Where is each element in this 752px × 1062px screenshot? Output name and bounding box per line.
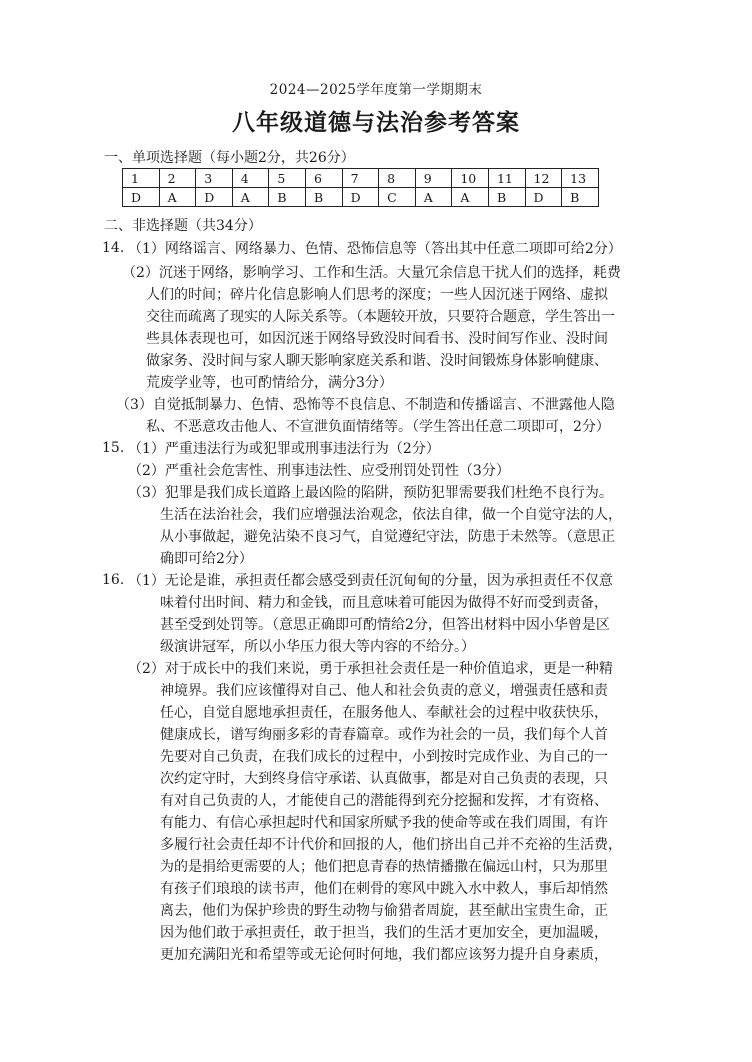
- q14-part1: [128, 238, 622, 260]
- question-number-cell: 12: [525, 169, 562, 188]
- answer-row: [123, 188, 599, 207]
- answer-line: （1）严重违法行为或犯罪或刑事违法行为（2分）: [128, 441, 440, 457]
- q16-part2: [128, 658, 622, 966]
- answer-line: 离去，他们为保护珍贵的野生动物与偷猎者周旋，甚至献出宝贵生命，正: [160, 903, 608, 919]
- answer-line: 任心，自觉自愿地承担责任，在服务他人、奉献社会的过程中收获快乐，: [160, 705, 608, 721]
- answer-line: 级演讲冠军，所以小华压力很大等内容的不给分。）: [160, 639, 475, 655]
- answer-line: 从小事做起，避免沾染不良习气，自觉遵纪守法，防患于未然等。（意思正: [160, 529, 615, 545]
- question-number-cell: 10: [452, 169, 489, 188]
- question-number-cell: 13: [562, 169, 599, 188]
- answer-line: 多履行社会责任却不计代价和回报的人，他们挤出自己并不充裕的生活费，: [160, 837, 622, 853]
- question-number-row: [123, 169, 599, 188]
- answer-line: 次约定守时，大到终身信守承诺、认真做事，都是对自己负责的表现，只: [160, 771, 608, 787]
- answer-cell: D: [342, 188, 379, 207]
- answer-line: （1）无论是谁，承担责任都会感受到责任沉甸甸的分量，因为承担责任不仅意: [128, 573, 613, 589]
- answer-line: 有能力、有信心承担起时代和国家所赋予我的使命等或在我们周围，有许: [160, 815, 608, 831]
- q15-part2: [128, 460, 510, 482]
- answer-cell: B: [305, 188, 342, 207]
- answer-line: （2）沉迷于网络，影响学习、工作和生活。大量冗余信息干扰人们的选择，耗费: [122, 265, 621, 281]
- answer-cell: B: [562, 188, 599, 207]
- q15-part1: [128, 438, 440, 460]
- question-number-cell: 3: [196, 169, 233, 188]
- answer-line: 先要对自己负责，在我们成长的过程中，小到按时完成作业、为自己的一: [160, 749, 608, 765]
- answer-line: （3）自觉抵制暴力、色情、恐怖等不良信息、不制造和传播谣言、不泄露他人隐: [116, 397, 615, 413]
- question-number-cell: 8: [379, 169, 416, 188]
- question-number-cell: 1: [123, 169, 160, 188]
- q16-number: 16.: [102, 572, 125, 588]
- answer-line: 荒废学业等，也可酌情给分，满分3分）: [146, 375, 393, 391]
- question-number-cell: 6: [305, 169, 342, 188]
- answer-line: 交往而疏离了现实的人际关系等。（本题较开放，只要符合题意，学生答出一: [146, 309, 615, 325]
- q14-part2: [122, 262, 621, 394]
- question-number-cell: 2: [159, 169, 196, 188]
- question-number-cell: 9: [415, 169, 452, 188]
- answer-line: 神境界。我们应该懂得对自己、他人和社会负责的意义，增强责任感和责: [160, 683, 608, 699]
- answer-cell: B: [488, 188, 525, 207]
- answer-line: （1）网络谣言、网络暴力、色情、恐怖信息等（答出其中任意二项即可给2分）: [128, 241, 622, 257]
- answer-cell: D: [123, 188, 160, 207]
- section1-heading: 一、单项选择题（每小题2分，共26分）: [104, 150, 355, 166]
- q14-number: 14.: [102, 240, 125, 256]
- answer-line: 些具体表现也可，如因沉迷于网络导致没时间看书、没时间写作业、没时间: [146, 331, 608, 347]
- answer-cell: A: [159, 188, 196, 207]
- answer-line: 确即可给2分）: [160, 551, 253, 567]
- answer-line: 私、不恶意攻击他人、不宣泄负面情绪等。（学生答出任意二项即可，2分）: [146, 419, 610, 435]
- answer-cell: A: [452, 188, 489, 207]
- answer-line: 有孩子们琅琅的读书声，他们在刺骨的寒风中跳入水中救人，事后却悄然: [160, 881, 608, 897]
- answer-line: 味着付出时间、精力和金钱，而且意味着可能因为做得不好而受到责备，: [160, 595, 608, 611]
- q15-part3: [128, 482, 622, 570]
- answer-cell: D: [196, 188, 233, 207]
- answer-cell: D: [525, 188, 562, 207]
- q14-part3: [116, 394, 615, 438]
- question-number-cell: 5: [269, 169, 306, 188]
- q16-part1: [128, 570, 613, 658]
- answer-line: 生活在法治社会，我们应增强法治观念，依法自律，做一个自觉守法的人，: [160, 507, 622, 523]
- page-title: 八年级道德与法治参考答案: [232, 109, 520, 136]
- answer-line: 为的是捐给更需要的人；他们把息青春的热情播撒在偏远山村，只为那里: [160, 859, 608, 875]
- term-subtitle: 2024—2025学年度第一学期期末: [269, 82, 483, 98]
- answer-line: （2）对于成长中的我们来说，勇于承担社会责任是一种价值追求，更是一种精: [128, 661, 613, 677]
- answer-cell: A: [232, 188, 269, 207]
- section2-heading: 二、非选择题（共34分）: [104, 218, 262, 234]
- q15-number: 15.: [102, 440, 125, 456]
- answer-cell: C: [379, 188, 416, 207]
- answer-line: 做家务、没时间与家人聊天影响家庭关系和谐、没时间锻炼身体影响健康、: [146, 353, 608, 369]
- answer-line: 甚至受到处罚等。（意思正确即可酌情给2分，但答出材料中因小华曾是区: [160, 617, 610, 633]
- answer-line: （3）犯罪是我们成长道路上最凶险的陷阱，预防犯罪需要我们杜绝不良行为。: [128, 485, 613, 501]
- question-number-cell: 11: [488, 169, 525, 188]
- answer-line: 更加充满阳光和希望等或无论何时何地，我们都应该努力提升自身素质，: [160, 947, 608, 963]
- answer-line: 有对自己负责的人，才能使自己的潜能得到充分挖掘和发挥，才有资格、: [160, 793, 608, 809]
- answer-cell: B: [269, 188, 306, 207]
- answer-table: [122, 168, 599, 207]
- answer-line: 因为他们敢于承担责任，敢于担当，我们的生活才更加安全，更加温暖，: [160, 925, 608, 941]
- question-number-cell: 4: [232, 169, 269, 188]
- answer-line: （2）严重社会危害性、刑事违法性、应受刑罚处罚性（3分）: [128, 463, 510, 479]
- answer-cell: A: [415, 188, 452, 207]
- answer-line: 健康成长，谱写绚丽多彩的青春篇章。或作为社会的一员，我们每个人首: [160, 727, 608, 743]
- question-number-cell: 7: [342, 169, 379, 188]
- answer-line: 人们的时间；碎片化信息影响人们思考的深度；一些人因沉迷于网络、虚拟: [146, 287, 608, 303]
